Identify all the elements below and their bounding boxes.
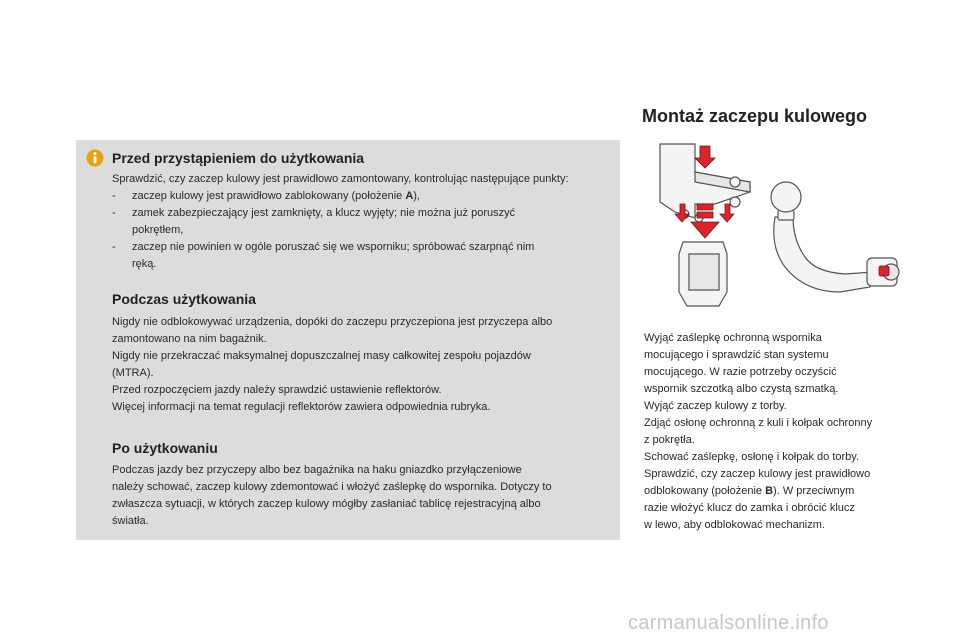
position-label-b: B: [765, 485, 774, 497]
tow-ball-illustration: [655, 142, 910, 314]
list-item: - zaczep kulowy jest prawidłowo zablokowany (położenie A),: [112, 190, 420, 202]
section-title-before-use: Przed przystąpieniem do użytkowania: [112, 150, 365, 166]
section-body-after-use: Podczas jazdy bez przyczepy albo bez bagażnika na haku gniazdko przyłączeniowe należy schować, zaczep kulowy zdemontować i włożyć zaślepkę do wspornika. Dotyczy to zwłaszcza sytuacji, w których zaczep kulowy mógłby zasłaniać tablicę rejestracyjną albo światła.: [112, 464, 552, 527]
section-body-during-use: Nigdy nie odblokowywać urządzenia, dopóki do zaczepu przyczepiona jest przyczepa albo zamontowano na nim bagażnik. Nigdy nie przekraczać maksymalnej dopuszczalnej masy całkowitej zespołu pojazdów (MTRA). Przed rozpoczęciem jazdy należy sprawdzić ustawienie reflektorów. Więcej informacji na temat regulacji reflektorów zawiera odpowiednia rubryka.: [112, 316, 553, 413]
section-intro: Sprawdzić, czy zaczep kulowy jest prawidłowo zamontowany, kontrolując następujące punkty:: [112, 173, 569, 185]
page-title: Montaż zaczepu kulowego: [642, 106, 868, 126]
section-title-after-use: Po użytkowaniu: [112, 440, 218, 456]
position-label-a: A: [405, 190, 414, 202]
info-icon: [86, 149, 104, 167]
section-title-during-use: Podczas użytkowania: [112, 291, 256, 307]
list-item: - zaczep nie powinien w ogóle poruszać się we wsporniku; spróbować szarpnąć nim ręką.: [112, 241, 535, 270]
checklist: [112, 188, 612, 273]
list-item: - zamek zabezpieczający jest zamknięty, a klucz wyjęty; nie można już poruszyć pokrętłem,: [112, 207, 516, 236]
watermark: carmanualsonline.info: [628, 612, 829, 634]
mounting-instructions: Wyjąć zaślepkę ochronną wspornika mocującego i sprawdzić stan systemu mocującego. W razie potrzeby oczyścić wspornik szczotką albo czystą szmatką. Wyjąć zaczep kulowy z torby. Zdjąć osłonę ochronną z kuli i kołpak ochronny z pokrętła. Schować zaślepkę, osłonę i kołpak do torby. Sprawdzić, czy zaczep kulowy jest prawidłowo odblokowany (położenie B). W przeciwnym razie włożyć klucz do zamka i obrócić klucz w lewo, aby odblokować mechanizm.: [644, 332, 873, 531]
